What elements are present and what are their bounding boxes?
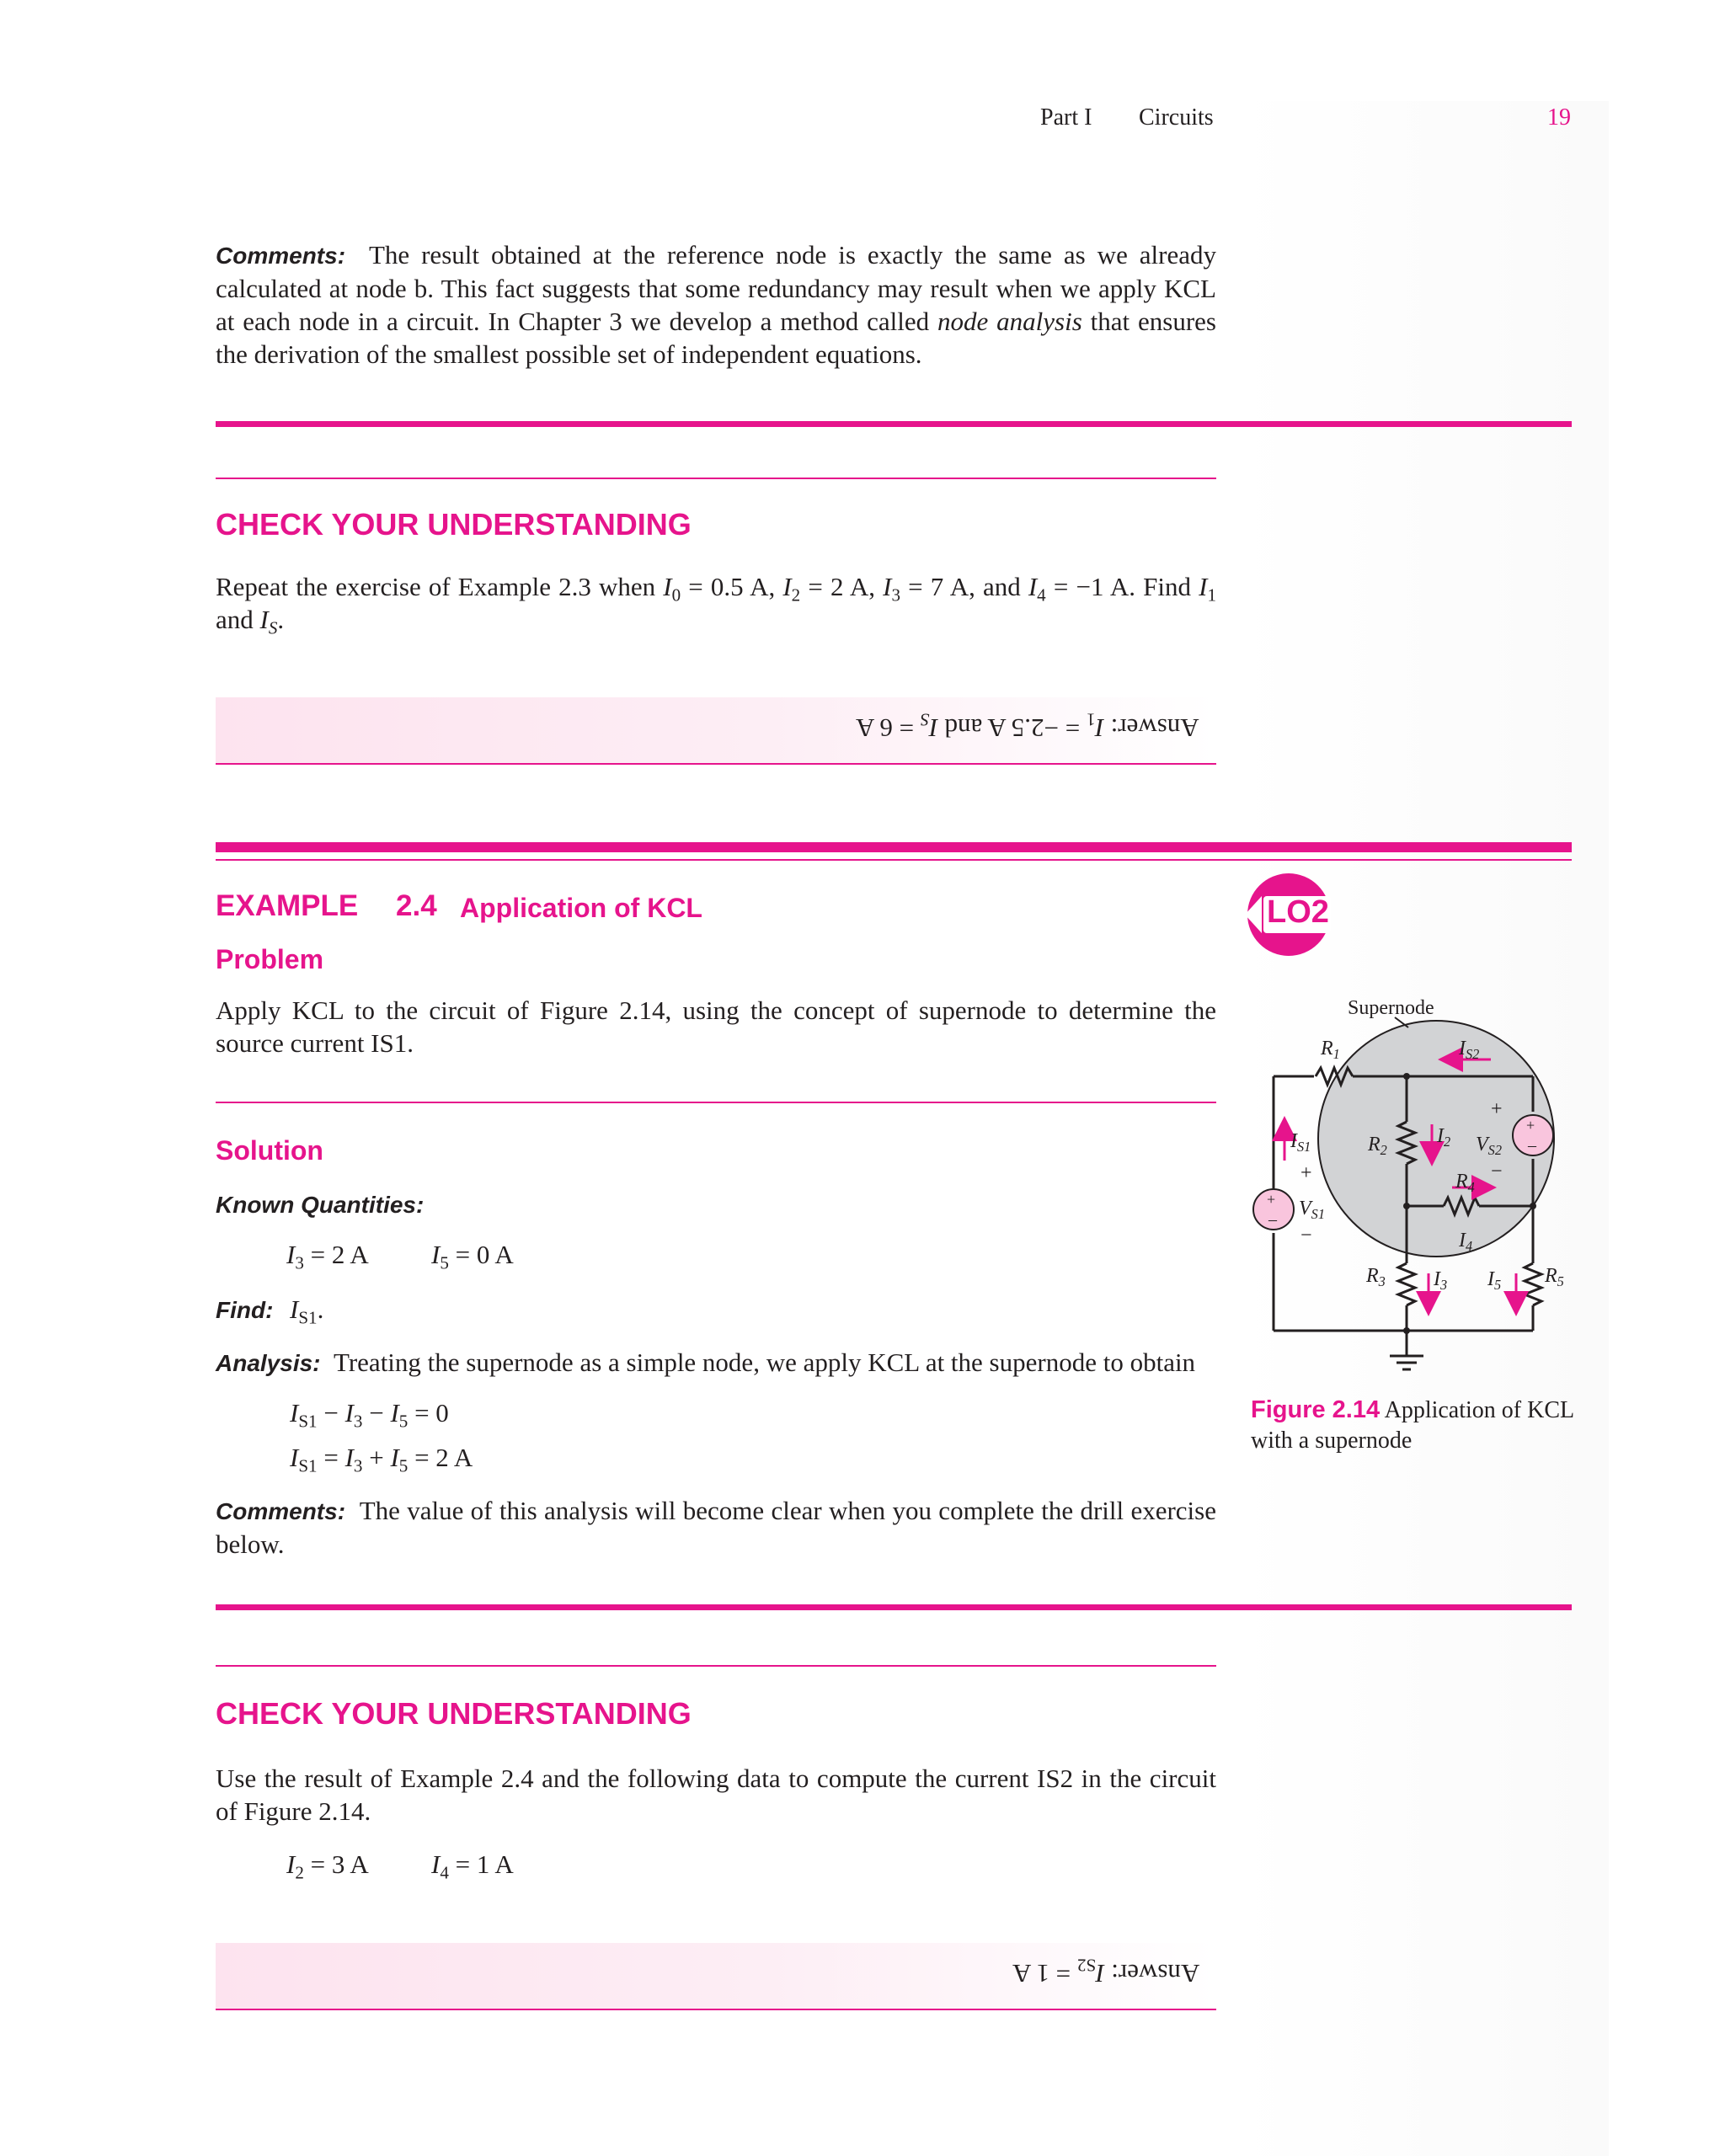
label-r5: $R_5$: [1545, 1265, 1564, 1289]
check1-q-b: Find: [1135, 572, 1199, 601]
find-value: $I_{S1}$.: [290, 1294, 324, 1328]
page-number: 19: [1547, 104, 1571, 131]
label-r3: $R_3$: [1366, 1265, 1386, 1289]
comments-paragraph-2: [216, 1494, 1216, 1561]
comments-label: Comments:: [216, 243, 346, 269]
example-number: 2.4: [396, 889, 437, 922]
label-i4: $I_4$: [1459, 1230, 1473, 1254]
running-header-chapter: Circuits: [1139, 104, 1214, 131]
answer-box-1: [216, 697, 1216, 763]
figure-2-14-circuit: [1238, 985, 1592, 1381]
example-label: EXAMPLE: [216, 889, 359, 922]
label-r1: $R_1$: [1321, 1038, 1340, 1062]
label-vs2: $V_{S2}$: [1476, 1134, 1502, 1158]
example-top-rule: [216, 842, 1572, 852]
comments-paragraph-1: [216, 238, 1216, 371]
label-vs1-minus: −: [1300, 1225, 1312, 1246]
svg-text:+: +: [1526, 1117, 1535, 1134]
analysis-text: Treating the supernode as a simple node, we apply KCL at the supernode to obtain: [334, 1348, 1196, 1377]
example-bottom-rule: [216, 1604, 1572, 1610]
example-top-rule-thin: [216, 859, 1572, 861]
check1-q-a: Repeat the exercise of Example 2.3 when: [216, 572, 664, 601]
known-value-i5: $I_5 = 0$ A: [431, 1240, 514, 1273]
label-is1: $I_{S1}$: [1290, 1130, 1311, 1155]
check2-top-rule: [216, 1665, 1216, 1667]
comments-text-a: The result obtained at the reference node is exactly the same as we already calculated at node b. This fact suggests that some redundancy may result when we apply KCL at each node in a circuit. In Chapter 3 we develop a method called: [216, 240, 1217, 336]
supernode-label: Supernode: [1348, 997, 1434, 1019]
check2-data-i4: $I_4 = 1$ A: [431, 1849, 514, 1883]
section-rule: [216, 421, 1572, 427]
comments2-text: The value of this analysis will become clear when you complete the drill exercise below.: [216, 1496, 1216, 1559]
answer-bottom-rule-1: [216, 763, 1216, 765]
check1-q-vals: $I_0 = 0.5$ A, $I_2 = 2$ A, $I_3 = 7$ A, and $I_4 = -1$ A.: [663, 572, 1135, 606]
check-heading-1: CHECK YOUR UNDERSTANDING: [216, 507, 692, 542]
svg-text:+: +: [1267, 1191, 1276, 1208]
answer-text-1: Answer: $I_1 = -2.5$ A and $I_S = 6$ A: [856, 709, 1199, 743]
answer-bottom-rule-2: [216, 2009, 1216, 2010]
problem-bottom-rule: [216, 1102, 1216, 1103]
label-vs1: $V_{S1}$: [1299, 1198, 1325, 1222]
find-label: Find:: [216, 1297, 274, 1323]
example-title: Application of KCL: [460, 893, 702, 923]
label-i5: $I_5$: [1487, 1268, 1502, 1293]
equation-2: $I_{S1} = I_3 + I_5 = 2$ A: [290, 1443, 473, 1476]
answer-box-2: [216, 1943, 1216, 2009]
label-vs2-minus: −: [1491, 1161, 1503, 1182]
comments-emph: node analysis: [937, 307, 1082, 336]
label-r4: $R_4$: [1455, 1171, 1475, 1195]
svg-text:–: –: [1268, 1210, 1277, 1229]
figure-caption: [1251, 1395, 1579, 1456]
solution-heading: Solution: [216, 1135, 323, 1166]
running-header-part: Part I: [1040, 104, 1092, 131]
problem-text: [216, 994, 1216, 1059]
known-value-i3: $I_3 = 2$ A: [286, 1240, 369, 1273]
problem-text-body: Apply KCL to the circuit of Figure 2.14, using the concept of supernode to determine the source current IS1.: [216, 995, 1216, 1058]
lo2-badge-label: LO2: [1267, 894, 1329, 930]
comments2-label: Comments:: [216, 1498, 346, 1524]
figure-caption-text: Application of KCL with a supernode: [1251, 1397, 1574, 1454]
equation-1: $I_{S1} - I_3 - I_5 = 0$: [290, 1398, 449, 1432]
figure-label: Figure 2.14: [1251, 1396, 1381, 1423]
label-is2: $I_{S2}$: [1459, 1038, 1480, 1062]
check-top-rule: [216, 478, 1216, 479]
problem-heading: Problem: [216, 944, 324, 974]
label-vs2-plus: +: [1491, 1098, 1503, 1120]
analysis-label: Analysis:: [216, 1350, 321, 1376]
check-heading-2: CHECK YOUR UNDERSTANDING: [216, 1696, 692, 1731]
known-label: Known Quantities:: [216, 1192, 425, 1218]
svg-text:–: –: [1528, 1136, 1536, 1155]
check-question-1: [216, 570, 1216, 636]
check-question-2: [216, 1762, 1216, 1828]
answer-text-2: Answer: $I_{S2} = 1$ A: [1012, 1955, 1199, 1988]
check2-question-text: Use the result of Example 2.4 and the following data to compute the current IS2 in the circuit of Figure 2.14.: [216, 1764, 1216, 1826]
analysis-line: [216, 1348, 1195, 1378]
label-i3: $I_3$: [1434, 1268, 1448, 1293]
check1-q-find: $I_1$ and $I_S$.: [216, 572, 1216, 638]
label-r2: $R_2$: [1368, 1134, 1387, 1158]
label-vs1-plus: +: [1300, 1162, 1312, 1184]
check2-data-i2: $I_2 = 3$ A: [286, 1849, 369, 1883]
label-i2: $I_2$: [1437, 1125, 1451, 1150]
comments-text-b: that ensures the derivation of the smallest possible set of independent equations.: [216, 307, 1216, 369]
